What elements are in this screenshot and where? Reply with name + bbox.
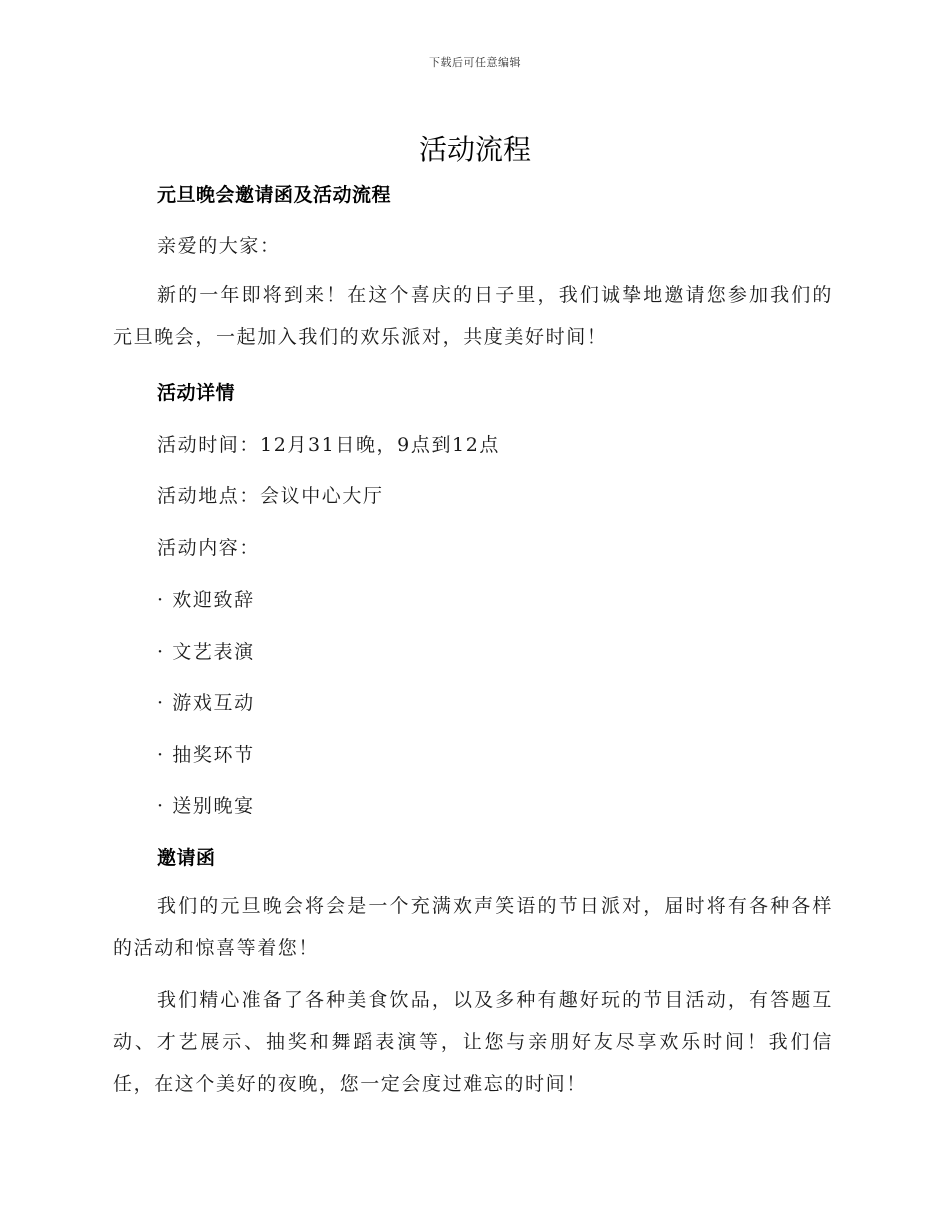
list-item: · 抽奖环节 [157,744,255,766]
greeting: 亲爱的大家： [157,235,281,257]
list-item: · 送别晚宴 [157,795,255,817]
invitation-paragraph-1: 我们的元旦晚会将会是一个充满欢声笑语的节日派对，届时将有各种各样的活动和惊喜等着您！ [113,895,833,959]
intro-paragraph: 新的一年即将到来！在这个喜庆的日子里，我们诚挚地邀请您参加我们的元旦晚会，一起加入我们的欢乐派对，共度美好时间！ [113,284,833,348]
list-item: · 游戏互动 [157,692,255,714]
invitation-heading: 邀请函 [157,847,216,869]
event-location: 活动地点：会议中心大厅 [157,485,384,507]
document-title: 活动流程 [418,133,531,166]
details-heading: 活动详情 [157,382,236,404]
event-content-label: 活动内容： [157,537,261,559]
event-time: 活动时间：12月31日晚，9点到12点 [157,434,501,456]
header-note: 下载后可任意编辑 [429,56,521,69]
list-item: · 欢迎致辞 [157,589,255,611]
subtitle-heading: 元旦晚会邀请函及活动流程 [157,184,392,206]
invitation-paragraph-2: 我们精心准备了各种美食饮品，以及多种有趣好玩的节目活动，有答题互动、才艺展示、抽奖和舞蹈表演等，让您与亲朋好友尽享欢乐时间！我们信任，在这个美好的夜晚，您一定会度过难忘的时间！ [113,989,833,1095]
list-item: · 文艺表演 [157,641,255,663]
